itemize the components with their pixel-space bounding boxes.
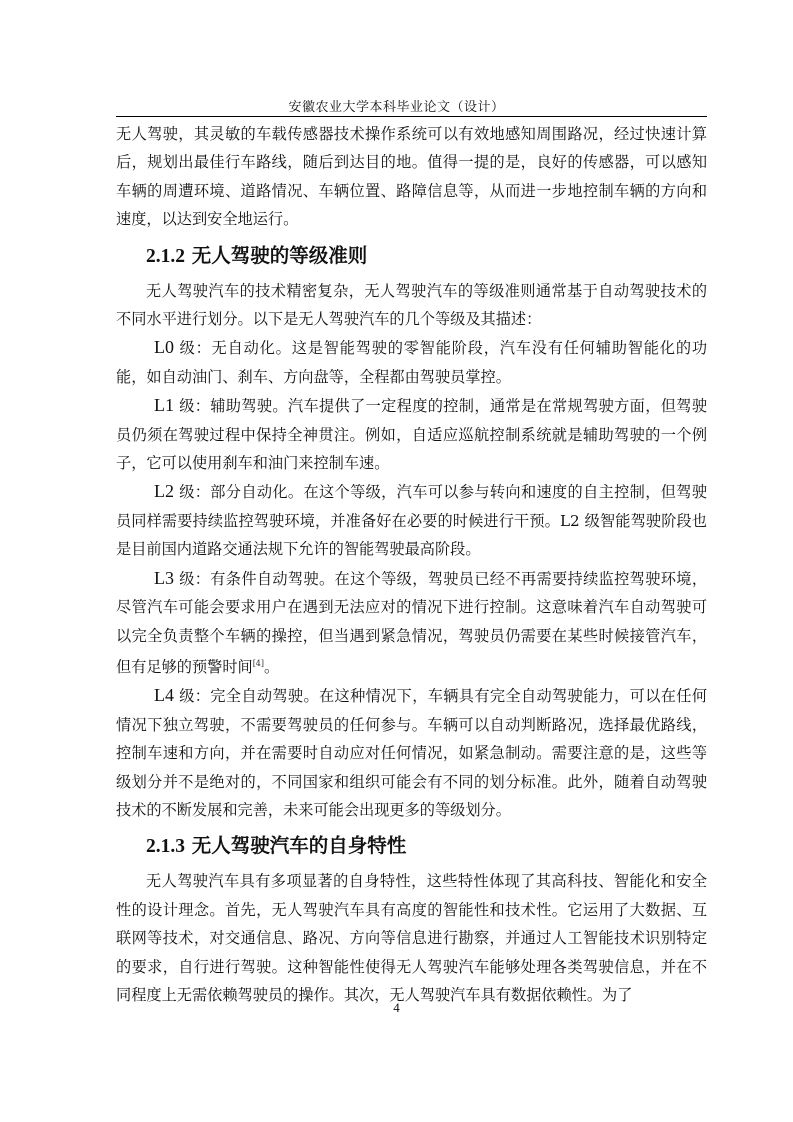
citation-reference[interactable]: [4]	[252, 658, 265, 668]
level-l4-paragraph	[116, 681, 707, 824]
level-l1-paragraph	[116, 391, 707, 477]
running-header: 安徽农业大学本科毕业论文（设计）	[288, 100, 505, 115]
section-number: 2.1.3	[146, 836, 185, 858]
section-intro-paragraph: 无人驾驶汽车的技术精密复杂，无人驾驶汽车的等级准则通常基于自动驾驶技术的不同水平进行划分。以下是无人驾驶汽车的几个等级及其描述：	[116, 281, 707, 329]
level-l3-paragraph	[116, 564, 707, 682]
level-text-tail: 。	[264, 657, 280, 676]
level-code: L4	[154, 685, 174, 706]
level-text: 级：辅助驾驶。汽车提供了一定程度的控制，通常是在常规驾驶方面，但驾驶员仍须在驾驶过程中保持全神贯注。例如，自适应巡航控制系统就是辅助驾驶的一个例子，它可以使用刹车和油门来控制车速。	[116, 397, 708, 473]
page-number: 4	[393, 1000, 400, 1015]
intro-paragraph: 无人驾驶，其灵敏的车载传感器技术操作系统可以有效地感知周围路况，经过快速计算后，规划出最佳行车路线，随后到达目的地。值得一提的是，良好的传感器，可以感知车辆的周遭环境、道路情况、车辆位置、路障信息等，从而进一步地控制车辆的方向和速度，以达到安全地运行。	[116, 125, 707, 229]
level-text: 级：有条件自动驾驶。在这个等级，驾驶员已经不再需要持续监控驾驶环境，尽管汽车可能会要求用户在遇到无法应对的情况下进行控制。这意味着汽车自动驾驶可以完全负责整个车辆的操控，但当遇到紧急情况，驾驶员仍需要在某些时候接管汽车，但有足够的预警时间	[116, 569, 708, 676]
section-heading-2-1-2	[146, 240, 707, 273]
level-l0-paragraph	[116, 333, 707, 391]
level-text: 级：无自动化。这是智能驾驶的零智能阶段，汽车没有任何辅助智能化的功能，如自动油门、刹车、方向盘等，全程都由驾驶员掌控。	[116, 339, 708, 386]
body-content	[116, 120, 707, 1009]
level-code: L3	[154, 567, 174, 588]
section-title: 无人驾驶汽车的自身特性	[191, 834, 407, 858]
level-l2-paragraph	[116, 477, 707, 563]
level-text: 级：完全自动驾驶。在这种情况下，车辆具有完全自动驾驶能力，可以在任何情况下独立驾驶，不需要驾驶员的任何参与。车辆可以自动判断路况，选择最优路线，控制车速和方向，并在需要时自动应对任何情况，如紧急制动。需要注意的是，这些等级划分并不是绝对的，不同国家和组织可能会有不同的划分标准。此外，随着自动驾驶技术的不断发展和完善，未来可能会出现更多的等级划分。	[116, 687, 708, 819]
section-number: 2.1.2	[146, 245, 185, 267]
level-code: L1	[154, 395, 174, 416]
section-paragraph: 无人驾驶汽车具有多项显著的自身特性，这些特性体现了其高科技、智能化和安全性的设计理念。首先，无人驾驶汽车具有高度的智能性和技术性。它运用了大数据、互联网等技术，对交通信息、路况、方向等信息进行勘察，并通过人工智能技术识别特定的要求，自行进行驾驶。这种智能性使得无人驾驶汽车能够处理各类驾驶信息，并在不同程度上无需依赖驾驶员的操作。其次，无人驾驶汽车具有数据依赖性。为了	[116, 872, 707, 1004]
level-code: L2	[154, 481, 174, 502]
section-title: 无人驾驶的等级准则	[191, 243, 368, 267]
level-text: 级：部分自动化。在这个等级，汽车可以参与转向和速度的自主控制，但驾驶员同样需要持续监控驾驶环境，并准备好在必要的时候进行干预。L2 级智能驾驶阶段也是目前国内道路交通法规下允许的智能驾驶最高阶段。	[116, 483, 708, 559]
header-rule	[116, 116, 707, 117]
level-code: L0	[154, 337, 174, 358]
section-heading-2-1-3	[146, 830, 707, 863]
